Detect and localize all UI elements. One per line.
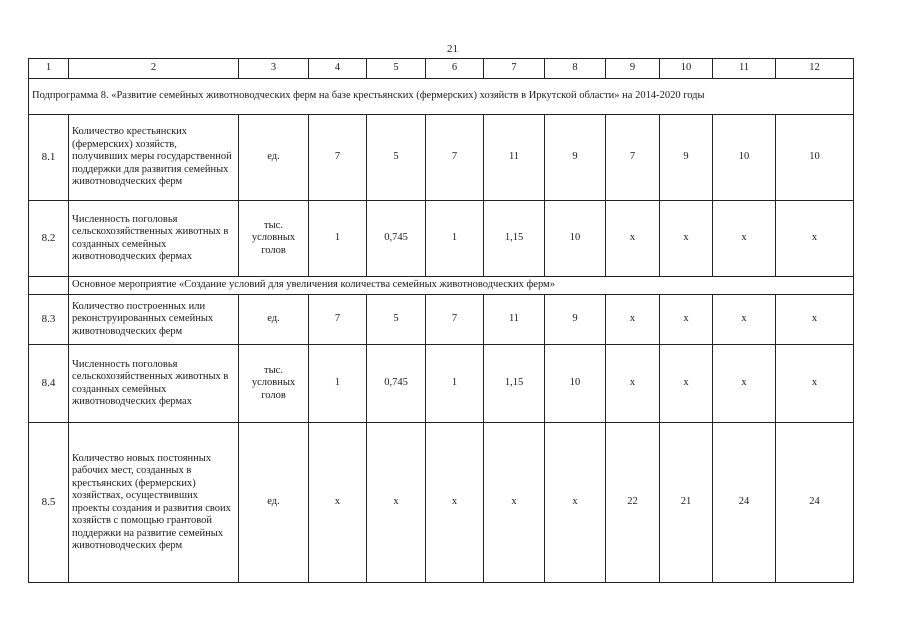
unit: тыс. условных голов [239,345,309,423]
value-cell: 7 [426,115,484,201]
value-cell: х [776,201,854,277]
value-cell: х [606,201,660,277]
value-cell: х [367,423,426,583]
column-number: 3 [239,59,309,79]
value-cell: х [776,345,854,423]
subprogram-title: Подпрограмма 8. «Развитие семейных животноводческих ферм на базе крестьянских (фермерских) хозяйств в Иркутской области» на 2014-2020 годы [29,79,854,115]
column-number: 8 [545,59,606,79]
value-cell: 0,745 [367,345,426,423]
value-cell: 11 [484,115,545,201]
column-number: 10 [660,59,713,79]
value-cell: 24 [776,423,854,583]
column-number: 9 [606,59,660,79]
value-cell: 1 [309,345,367,423]
column-number-row [29,59,854,79]
value-cell: х [309,423,367,583]
value-cell: х [426,423,484,583]
column-number: 1 [29,59,69,79]
value-cell: 9 [660,115,713,201]
value-cell: 1 [426,201,484,277]
value-cell: 21 [660,423,713,583]
value-cell: 1 [309,201,367,277]
value-cell: 1 [426,345,484,423]
value-cell: 9 [545,115,606,201]
indicator-name: Количество построенных или реконструированных семейных животноводческих ферм [69,295,239,345]
value-cell: 24 [713,423,776,583]
value-cell: 7 [309,295,367,345]
table-row [29,295,854,345]
column-number: 12 [776,59,854,79]
page-number: 21 [447,43,458,55]
value-cell: х [484,423,545,583]
value-cell: х [713,201,776,277]
row-code: 8.5 [29,423,69,583]
row-code: 8.1 [29,115,69,201]
indicator-name: Численность поголовья сельскохозяйственных животных в созданных семейных животноводческих фермах [69,345,239,423]
value-cell: х [545,423,606,583]
value-cell: 5 [367,115,426,201]
value-cell: 9 [545,295,606,345]
value-cell: 7 [426,295,484,345]
row-code: 8.4 [29,345,69,423]
row-code: 8.3 [29,295,69,345]
value-cell: 10 [713,115,776,201]
column-number: 11 [713,59,776,79]
indicator-name: Количество новых постоянных рабочих мест, созданных в крестьянских (фермерских) хозяйствах, осуществивших проекты создания и развития своих хозяйств с помощью грантовой поддержки на развитие семейных животноводческих ферм [69,423,239,583]
column-number: 5 [367,59,426,79]
value-cell: 10 [545,345,606,423]
value-cell: х [713,345,776,423]
column-number: 4 [309,59,367,79]
column-number: 6 [426,59,484,79]
value-cell: 10 [776,115,854,201]
indicators-table [28,58,854,583]
value-cell: 0,745 [367,201,426,277]
empty-cell [29,277,69,295]
value-cell: 22 [606,423,660,583]
value-cell: 11 [484,295,545,345]
unit: ед. [239,115,309,201]
unit: тыс. условных голов [239,201,309,277]
value-cell: х [660,201,713,277]
column-number: 7 [484,59,545,79]
value-cell: 5 [367,295,426,345]
value-cell: 10 [545,201,606,277]
value-cell: 7 [606,115,660,201]
value-cell: х [606,295,660,345]
value-cell: 1,15 [484,201,545,277]
value-cell: х [776,295,854,345]
value-cell: 7 [309,115,367,201]
value-cell: х [713,295,776,345]
row-code: 8.2 [29,201,69,277]
unit: ед. [239,295,309,345]
table-row [29,423,854,583]
table-row [29,115,854,201]
value-cell: 1,15 [484,345,545,423]
table-row [29,201,854,277]
table-row [29,345,854,423]
value-cell: х [660,345,713,423]
subprogram-row [29,79,854,115]
column-number: 2 [69,59,239,79]
main-event-row [29,277,854,295]
main-event-title: Основное мероприятие «Создание условий для увеличения количества семейных животноводческих ферм» [69,277,854,295]
value-cell: х [660,295,713,345]
indicator-name: Численность поголовья сельскохозяйственных животных в созданных семейных животноводческих фермах [69,201,239,277]
unit: ед. [239,423,309,583]
indicator-name: Количество крестьянских (фермерских) хозяйств, получивших меры государственной поддержки для развития семейных животноводческих ферм [69,115,239,201]
value-cell: х [606,345,660,423]
